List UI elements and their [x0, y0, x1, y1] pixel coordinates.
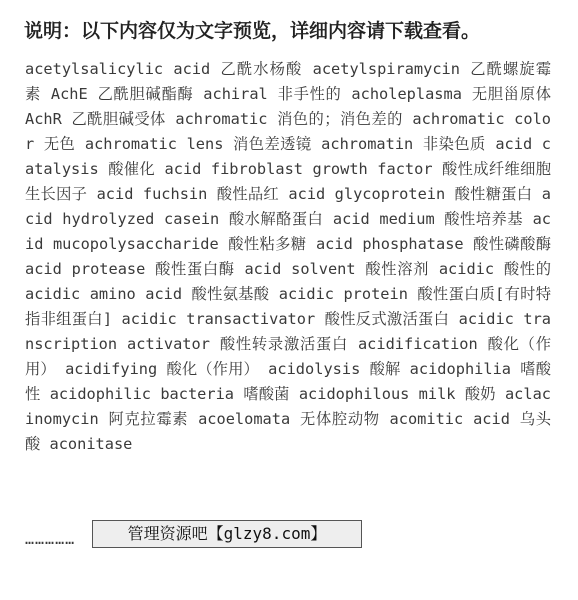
document-text [25, 57, 551, 457]
truncation-ellipsis: …………… [25, 530, 76, 548]
watermark-label: 管理资源吧【glzy8.com】 [92, 520, 362, 548]
glossary-paragraph: acetylsalicylic acid 乙酰水杨酸 acetylspiramycin 乙酰螺旋霉素 AchE 乙酰胆碱酯酶 achiral 非手性的 acholeplasma 无胆甾原体 AchR 乙酰胆碱受体 achromatic 消色的；消色差的 achromatic color 无色 achromatic lens 消色差透镜 achromatin 非染色质 acid catalysis 酸催化 acid fibroblast growth factor 酸性成纤维细胞生长因子 acid fuchsin 酸性品红 acid glycoprotein 酸性糖蛋白 acid hydrolyzed casein 酸水解酪蛋白 acid medium 酸性培养基 acid mucopolysaccharide 酸性粘多糖 acid phosphatase 酸性磷酸酶 acid protease 酸性蛋白酶 acid solvent 酸性溶剂 acidic 酸性的 acidic amino acid 酸性氨基酸 acidic protein 酸性蛋白质[有时特指非组蛋白] acidic transactivator 酸性反式激活蛋白 acidic transcription activator 酸性转录激活蛋白 acidification 酸化（作用） acidifying 酸化（作用） acidolysis 酸解 acidophilia 嗜酸性 acidophilic bacteria 嗜酸菌 acidophilous milk 酸奶 aclacinomycin 阿克拉霉素 acoelomata 无体腔动物 acomitic acid 乌头酸 aconitase [25, 60, 551, 453]
preview-notice: 说明：以下内容仅为文字预览，详细内容请下载查看。 [24, 20, 481, 42]
